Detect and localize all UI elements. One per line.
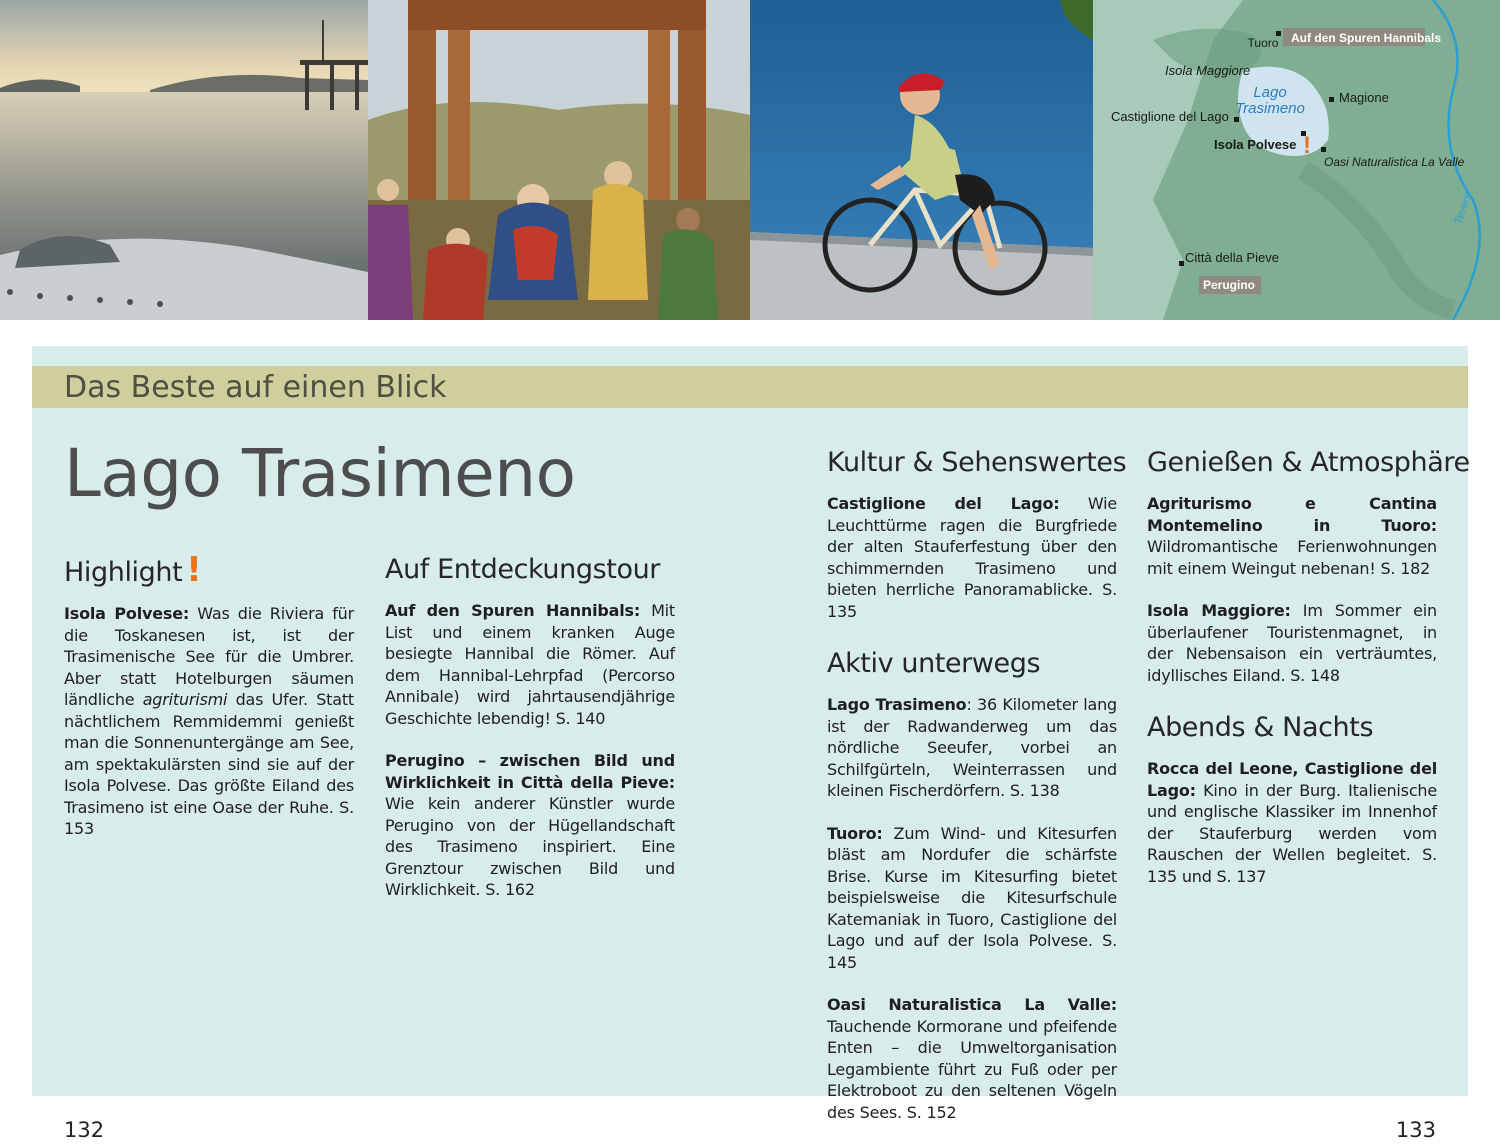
page-number-left: 132 bbox=[64, 1118, 105, 1142]
column-kultur-aktiv bbox=[827, 443, 1127, 1144]
map-label-isola-maggiore: Isola Maggiore bbox=[1165, 63, 1251, 78]
entry-rocca-del-leone: Rocca del Leone, Castiglione del Lago: Kino in der Burg. Italienische und englische Klassiker im Innenhof der Stauferburg werden vom Rauschen der Wellen begleitet. S. 135 und S. 137 bbox=[1147, 759, 1437, 886]
entry-hannibal: Auf den Spuren Hannibals: Mit List und einem kranken Auge besiegte Hannibal die Römer. Auf dem Hannibal-Lehrpfad (Percorso Annibale) wird jahrtausendjährige Geschichte lebendig! S. 140 bbox=[385, 601, 675, 728]
photo-painting-adoration bbox=[368, 0, 750, 320]
page-title: Lago Trasimeno bbox=[64, 435, 576, 512]
header-band bbox=[32, 366, 1468, 408]
page-number-right: 133 bbox=[1395, 1118, 1436, 1142]
map-label-magione: Magione bbox=[1339, 90, 1389, 105]
entry-lago-trasimeno: Lago Trasimeno: 36 Kilometer lang ist der Radwanderweg um das nördliche Seeufer, vorbei an Schilfgürteln, Weinterrassen und kleinen Fischerdörfern. S. 138 bbox=[827, 695, 1117, 800]
section-heading-highlight: Highlight ! bbox=[64, 550, 202, 590]
map-highlight-icon: ! bbox=[1303, 132, 1311, 159]
entry-isola-polvese: Isola Polvese: Was die Riviera für die Toskanesen ist, ist der Trasimenische See für die Umbrer. Aber statt Hotelburgen säumen ländliche agriturismi das Ufer. Statt nächtlichem Remmidemmi genießt man die Sonnenuntergänge am See, am spektakulärsten sind sie auf der Isola Polvese. Das größte Eiland des Trasimeno ist eine Oase der Ruhe. S. 153 bbox=[64, 604, 354, 838]
entry-perugino: Perugino – zwischen Bild und Wirklichkeit in Città della Pieve: Wie kein anderer Künstler wurde Perugino von der Hügellandschaft des Trasimeno inspiriert. Eine Grenztour zwischen Bild und Wirklichkeit. S. 162 bbox=[385, 751, 675, 899]
entry-castiglione: Castiglione del Lago: Wie Leuchttürme ragen die Burgfriede der alten Stauferfestung über den schimmernden Trasimeno und bieten herrliche Panoramablicke. S. 135 bbox=[827, 494, 1118, 621]
entry-tuoro: Tuoro: Zum Wind- und Kitesurfen bläst am Nordufer die schärfste Brise. Kurse im Kitesurfing bietet beispielsweise die Kitesurfschule Katemaniak in Tuoro, Castiglione del Lago und auf der Isola Polvese. S. 145 bbox=[827, 823, 1117, 972]
highlight-mark-icon: ! bbox=[186, 550, 202, 590]
entry-montemelino: Agriturismo e Cantina Montemelino in Tuoro: Wildromantische Ferienwohnungen mit einem Weingut nebenan! S. 182 bbox=[1147, 494, 1437, 578]
map-label-tuoro: Tuoro bbox=[1247, 36, 1279, 50]
section-heading-aktiv: Aktiv unterwegs bbox=[827, 648, 1041, 679]
map-label-isola-polvese: Isola Polvese bbox=[1214, 137, 1297, 152]
column-highlight bbox=[64, 550, 354, 861]
band-title: Das Beste auf einen Blick bbox=[64, 370, 447, 405]
column-geniessen-abends bbox=[1147, 443, 1470, 908]
map-label-trasimeno: Trasimeno bbox=[1235, 100, 1305, 117]
section-heading-abends: Abends & Nachts bbox=[1147, 712, 1374, 743]
section-heading-entdeckungstour: Auf Entdeckungstour bbox=[385, 554, 660, 585]
map-lago-trasimeno bbox=[1093, 0, 1500, 320]
map-tag-perugino: Perugino bbox=[1203, 278, 1256, 292]
section-heading-geniessen: Genießen & Atmosphäre bbox=[1147, 447, 1470, 478]
map-label-tevere: Tevere bbox=[1452, 190, 1475, 226]
section-heading-kultur: Kultur & Sehenswertes bbox=[827, 447, 1127, 478]
photo-lake-jetty bbox=[0, 0, 368, 320]
entry-oasi: Oasi Naturalistica La Valle: Tauchende Kormorane und pfeifende Enten – die Umweltorganisation Legambiente führt zu Fuß oder per Elektroboot zu den seltenen Vögeln des Sees. S. 152 bbox=[827, 995, 1117, 1122]
map-label-citta-pieve: Città della Pieve bbox=[1185, 250, 1279, 265]
photo-cyclist-lake bbox=[750, 0, 1093, 320]
map-tag-hannibal: Auf den Spuren Hannibals bbox=[1291, 31, 1442, 45]
photo-strip bbox=[0, 0, 1500, 320]
map-label-oasi: Oasi Naturalistica La Valle bbox=[1324, 155, 1465, 169]
map-label-lago: Lago bbox=[1253, 84, 1287, 101]
column-entdeckungstour bbox=[385, 550, 675, 922]
map-label-castiglione: Castiglione del Lago bbox=[1111, 109, 1229, 124]
entry-isola-maggiore: Isola Maggiore: Im Sommer ein überlaufener Touristenmagnet, in der Nebensaison ein verträumtes, idyllisches Eiland. S. 148 bbox=[1147, 601, 1437, 685]
